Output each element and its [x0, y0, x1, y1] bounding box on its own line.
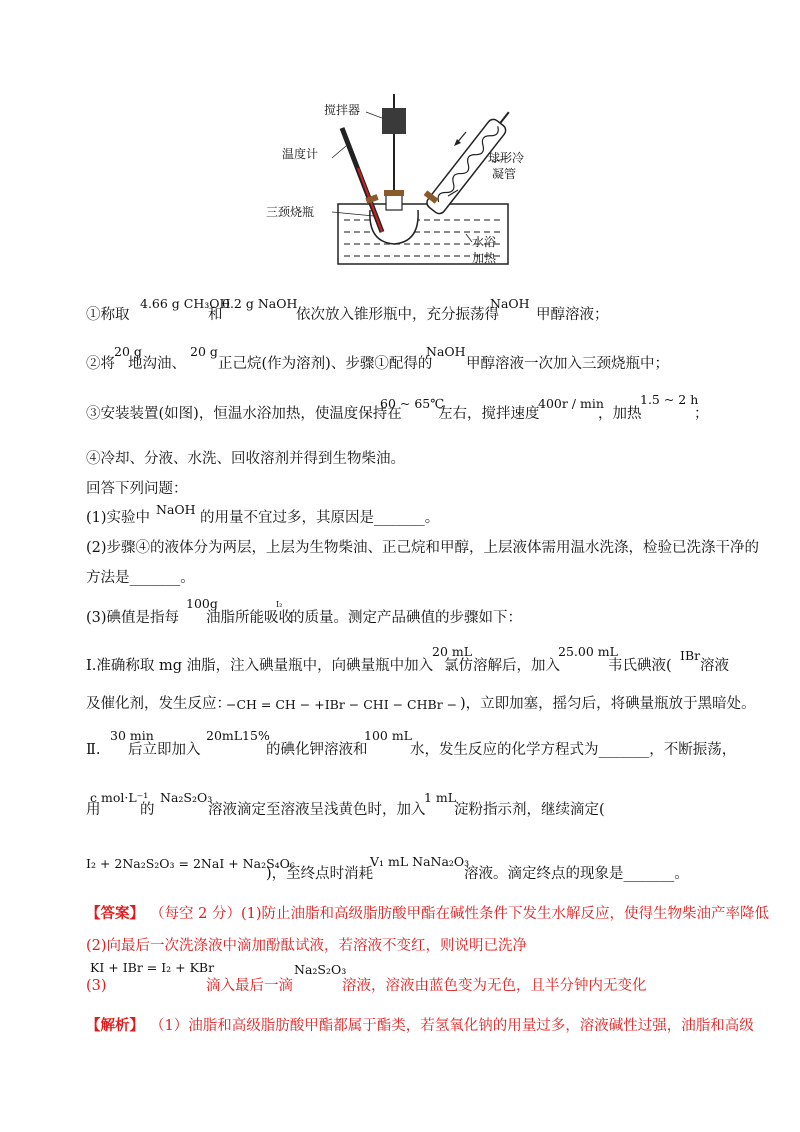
step-I-formula-c: IBr	[680, 648, 701, 663]
step-1-mid: 和	[208, 307, 223, 323]
step-3-tail: ；	[694, 406, 709, 422]
step-1-formula-c: NaOH	[490, 296, 530, 311]
step-3-formula-c: 1.5 ~ 2 h	[640, 392, 699, 407]
label-flask: 三颈烧瓶	[266, 205, 315, 219]
step-2-formula-c: NaOH	[426, 344, 466, 359]
step-II-pre: Ⅱ.	[86, 742, 101, 758]
step-II-c-formula: V₁ mL NaNa₂O₃	[370, 854, 470, 869]
step-II-b-pre: 用	[86, 802, 101, 818]
label-bath-1: 水浴	[472, 235, 497, 249]
answer-line-2: (2)向最后一次洗涤液中滴加酚酞试液，若溶液不变红，则说明已洗净	[86, 938, 528, 954]
step-II-formula-c: 100 mL	[364, 728, 412, 743]
questions-intro: 回答下列问题：	[86, 481, 188, 497]
step-II-formula-b: 20mL15%	[206, 728, 270, 743]
answer-line-1: （每空 2 分）(1)防止油脂和高级脂肪酸甲酯在碱性条件下发生水解反应，使得生物柴油产率降低	[150, 906, 769, 922]
step-3-formula-a: 60 ~ 65℃	[380, 396, 445, 411]
step-2-mid2: 正己烷(作为溶剂)、步骤①配得的	[218, 356, 433, 372]
step-1-post: 依次放入锥形瓶中，充分振荡得	[296, 307, 499, 323]
answer-line-3-mid: 滴入最后一滴	[206, 978, 293, 994]
q1-pre: (1)实验中	[86, 510, 151, 526]
step-4: ④冷却、分液、水洗、回收溶剂并得到生物柴油。	[86, 451, 405, 467]
stirrer-motor	[382, 108, 406, 134]
step-I-b-post: )，立即加塞，摇匀后，将碘量瓶放于黑暗处。	[460, 696, 756, 712]
step-II-formula-a: 30 min	[110, 728, 154, 743]
step-II-b-formula-a: c mol·L⁻¹	[90, 790, 149, 805]
step-1-formula-b: 0.2 g NaOH	[222, 296, 298, 311]
step-2-pre: ②将	[86, 356, 115, 372]
step-I-tail: 溶液	[700, 658, 729, 674]
step-II-tail: 水，发生反应的化学方程式为_______，不断振荡，	[410, 742, 737, 758]
step-2-mid1: 地沟油、	[128, 356, 186, 372]
step-II-c-mid1: )，至终点时消耗	[266, 866, 374, 882]
apparatus-figure	[262, 92, 532, 272]
step-I-b-equation: −CH = CH − +IBr − CHI − CHBr −	[226, 697, 458, 712]
q3-pre: (3)碘值是指每	[86, 610, 180, 626]
step-2-formula-b: 20 g	[190, 344, 218, 359]
step-II-c-equation: I₂ + 2Na₂S₂O₃ = 2NaI + Na₂S₄O₆	[86, 856, 295, 871]
step-II-mid1: 后立即加入	[128, 742, 201, 758]
q3-formula-b: I₂	[276, 600, 283, 609]
step-3-pre: ③安装装置(如图)，恒温水浴加热，使温度保持在	[86, 406, 402, 422]
q3-post: 的质量。测定产品碘值的步骤如下：	[290, 610, 522, 626]
step-I-pre: Ⅰ.准确称取 mg 油脂，注入碘量瓶中，向碘量瓶中加入	[86, 658, 434, 674]
step-II-b-formula-c: 1 mL	[424, 790, 457, 805]
step-1-tail: 甲醇溶液；	[536, 307, 609, 323]
answer-line-3-formula: Na₂S₂O₃	[294, 962, 347, 977]
step-3-mid1: 左右，搅拌速度	[438, 406, 540, 422]
step-II-b-mid1: 的	[140, 802, 155, 818]
q2-line-b: 方法是_______。	[86, 570, 195, 586]
label-bath-2: 加热	[472, 251, 497, 265]
step-II-mid2: 的碘化钾溶液和	[266, 742, 368, 758]
q3-formula-a: 100g	[186, 596, 218, 611]
analysis-text: （1）油脂和高级脂肪酸甲酯都属于酯类，若氢氧化钠的用量过多，溶液碱性过强，油脂和高级	[150, 1018, 754, 1034]
step-I-mid1: 氯仿溶解后，加入	[444, 658, 560, 674]
step-3-mid2: ，加热	[598, 406, 642, 422]
label-stirrer: 搅拌器	[324, 103, 361, 117]
step-1-pre: ①称取	[86, 307, 130, 323]
step-2-formula-a: 20 g	[114, 344, 142, 359]
q3-mid: 油脂所能吸收	[206, 610, 293, 626]
label-condenser-1: 球形冷	[488, 151, 525, 165]
step-II-b-formula-b: Na₂S₂O₃	[160, 790, 213, 805]
step-1-formula-a: 4.66 g CH₃OH	[140, 296, 231, 311]
step-I-formula-b: 25.00 mL	[558, 644, 618, 659]
answer-line-3-post: 溶液，溶液由蓝色变为无色，且半分钟内无变化	[342, 978, 647, 994]
q1-post: 的用量不宜过多，其原因是_______。	[200, 510, 440, 526]
analysis-tag: 【解析】	[86, 1017, 144, 1034]
step-2-tail: 甲醇溶液一次加入三颈烧瓶中；	[466, 356, 669, 372]
step-II-c-post: 溶液。滴定终点的现象是_______。	[464, 866, 689, 882]
label-thermometer: 温度计	[282, 147, 319, 161]
step-I-formula-a: 20 mL	[432, 644, 473, 659]
step-I-b-pre: 及催化剂，发生反应：	[86, 696, 231, 712]
answer-line-3-equation: KI + IBr = I₂ + KBr	[90, 960, 215, 975]
answer-tag: 【答案】	[86, 905, 144, 922]
q1-formula: NaOH	[156, 502, 196, 517]
step-3-formula-b: 400r / min	[538, 396, 604, 411]
answer-line-3-num: (3)	[86, 978, 107, 994]
q2-line-a: (2)步骤④的液体分为两层，上层为生物柴油、正己烷和甲醇，上层液体需用温水洗涤，检验已洗涤干净的	[86, 540, 760, 556]
step-II-b-tail: 淀粉指示剂，继续滴定(	[454, 802, 605, 818]
step-I-mid2: 韦氏碘液(	[608, 658, 672, 674]
label-condenser-2: 凝管	[492, 167, 517, 181]
step-II-b-mid2: 溶液滴定至溶液呈浅黄色时，加入	[208, 802, 426, 818]
